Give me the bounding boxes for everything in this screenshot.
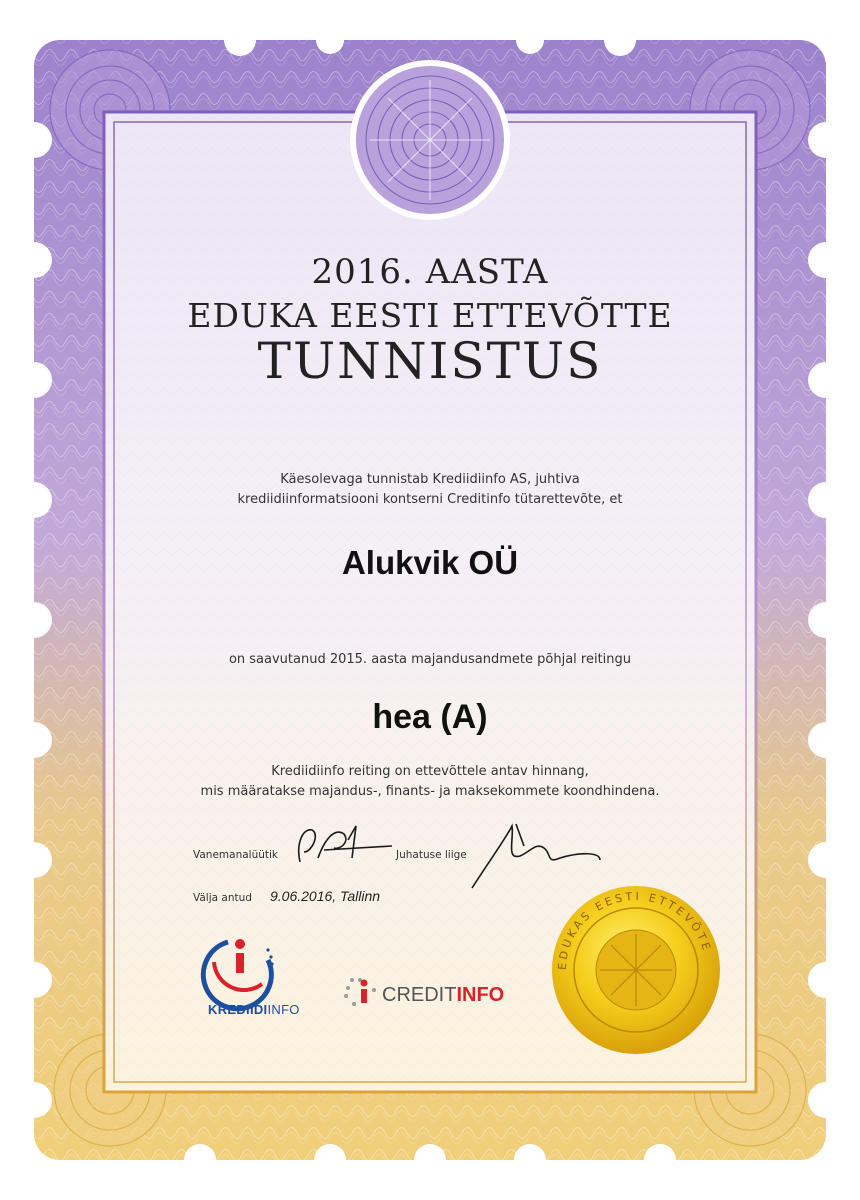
explanation-line-1: Krediidiinfo reiting on ettevõttele antav hinnang, bbox=[271, 764, 589, 779]
certificate-year-title: 2016. AASTA bbox=[311, 252, 549, 292]
board-member-label: Juhatuse liige bbox=[396, 849, 467, 861]
rating-explanation bbox=[0, 762, 860, 802]
achieved-text: on saavutanud 2015. aasta majandusandmete põhjal reitingu bbox=[228, 652, 632, 667]
analyst-label: Vanemanalüütik bbox=[193, 849, 279, 861]
seal-text: EDUKAS EESTI ETTEVÕTE bbox=[555, 889, 714, 971]
certificate-subtitle: EDUKA EESTI ETTEVÕTTE bbox=[187, 296, 673, 335]
certificate-main-title: TUNNISTUS bbox=[257, 332, 603, 390]
creditinfo-logo-info: INFO bbox=[456, 984, 505, 1006]
krediidiinfo-logo bbox=[208, 1002, 300, 1017]
intro-line-1: Käesolevaga tunnistab Krediidiinfo AS, juhtiva bbox=[280, 472, 580, 487]
creditinfo-logo bbox=[382, 984, 504, 1007]
top-medallion bbox=[350, 60, 510, 220]
creditinfo-logo-credit: CREDIT bbox=[382, 984, 457, 1006]
explanation-line-2: mis määratakse majandus-, finants- ja maksekommete koondhindena. bbox=[200, 784, 660, 799]
issued-label: Välja antud bbox=[193, 892, 252, 904]
intro-line-2: krediidiinformatsiooni kontserni Creditinfo tütarettevõte, et bbox=[237, 492, 623, 507]
rating-value: hea (A) bbox=[372, 698, 488, 736]
krediidiinfo-logo-light: INFO bbox=[267, 1002, 300, 1017]
krediidiinfo-logo-bold: KREDIIDI bbox=[208, 1002, 268, 1017]
issued-date-place: 9.06.2016, Tallinn bbox=[270, 888, 381, 904]
intro-text bbox=[0, 470, 860, 510]
company-name: Alukvik OÜ bbox=[341, 544, 519, 581]
gold-seal bbox=[552, 886, 720, 1054]
